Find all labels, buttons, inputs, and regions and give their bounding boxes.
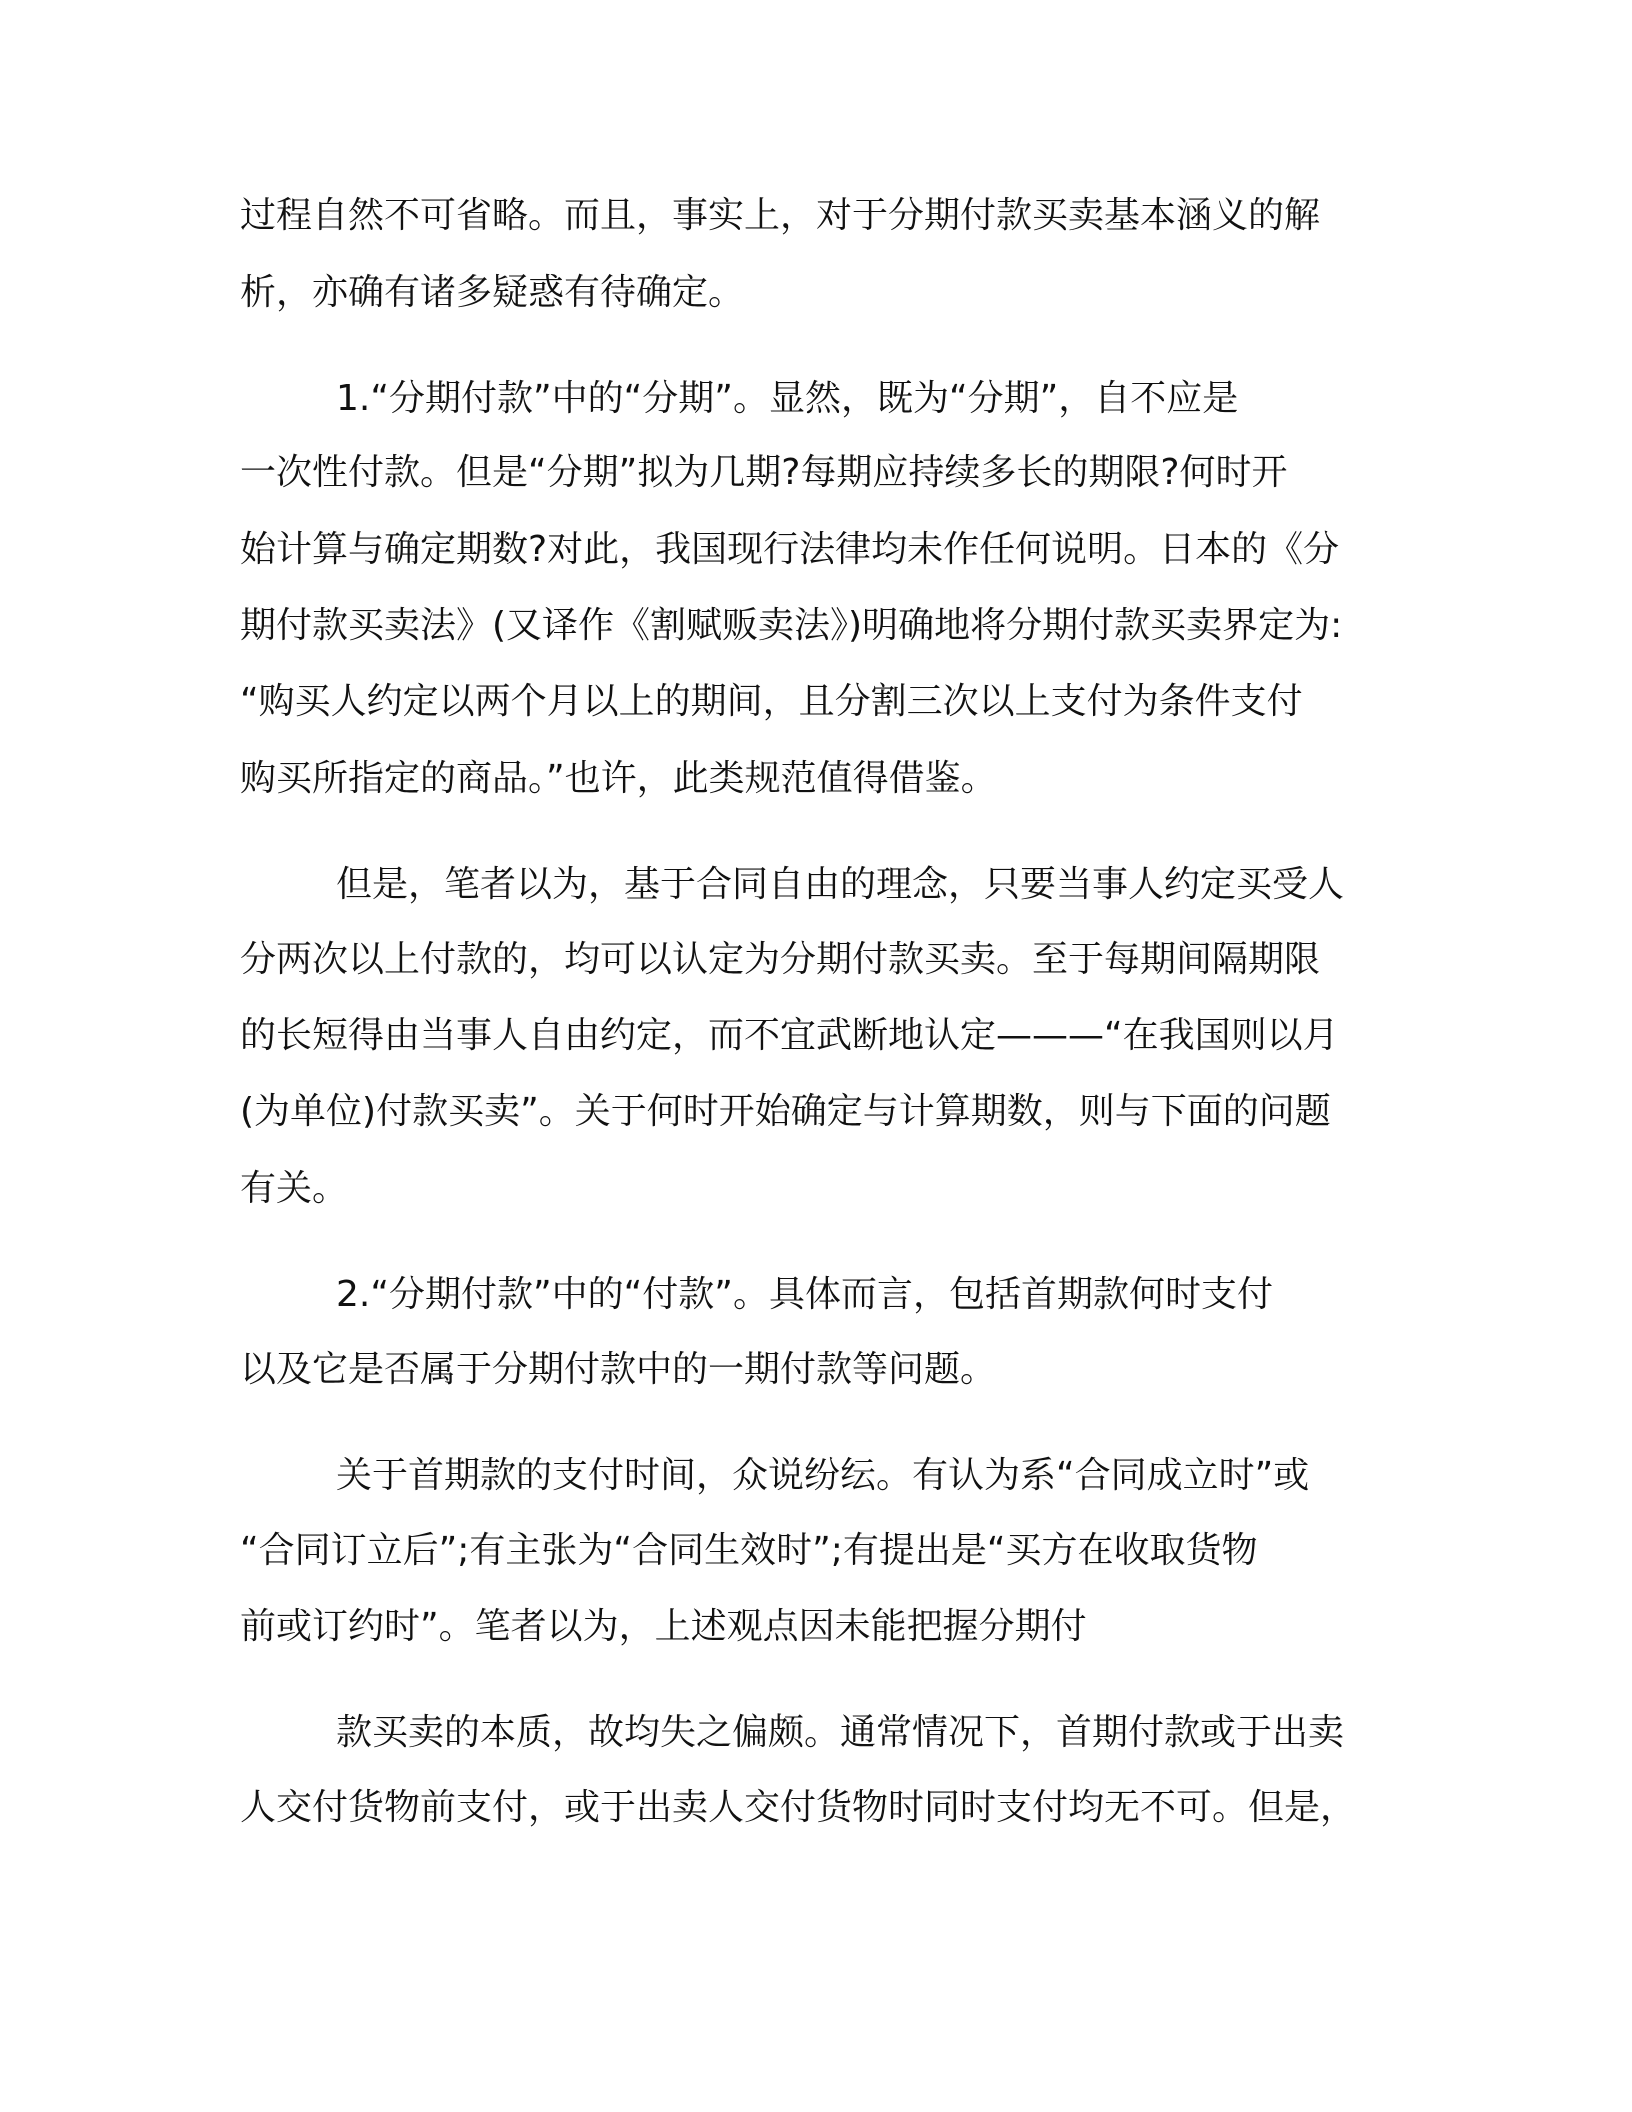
text-line: 关于首期款的支付时间，众说纷纭。有认为系“合同成立时”或 [336, 1455, 1310, 1496]
text-line: 期付款买卖法》(又译作《割赋贩卖法》)明确地将分期付款买卖界定为: [240, 605, 1343, 646]
text-line: 人交付货物前支付，或于出卖人交付货物时同时支付均无不可。但是， [240, 1787, 1357, 1828]
text-line: 但是，笔者以为，基于合同自由的理念，只要当事人约定买受人 [336, 864, 1345, 905]
text-line: 购买所指定的商品。”也许，此类规范值得借鉴。 [240, 758, 997, 799]
text-line: 2.“分期付款”中的“付款”。具体而言，包括首期款何时支付 [336, 1274, 1273, 1315]
text-line: 前或订约时”。笔者以为，上述观点因未能把握分期付 [240, 1606, 1087, 1647]
text-line: 有关。 [240, 1168, 349, 1209]
text-line: 始计算与确定期数?对此，我国现行法律均未作任何说明。日本的《分 [240, 529, 1340, 570]
text-line: 以及它是否属于分期付款中的一期付款等问题。 [240, 1349, 997, 1390]
text-line: 款买卖的本质，故均失之偏颇。通常情况下，首期付款或于出卖 [336, 1712, 1345, 1753]
text-line: 分两次以上付款的，均可以认定为分期付款买卖。至于每期间隔期限 [240, 939, 1321, 980]
text-line: 的长短得由当事人自由约定，而不宜武断地认定———“在我国则以月 [240, 1015, 1339, 1056]
text-line: “合同订立后”;有主张为“合同生效时”;有提出是“买方在收取货物 [240, 1530, 1258, 1571]
text-line: 过程自然不可省略。而且，事实上，对于分期付款买卖基本涵义的解 [240, 195, 1321, 236]
text-line: 析，亦确有诸多疑惑有待确定。 [240, 272, 745, 313]
text-line: (为单位)付款买卖”。关于何时开始确定与计算期数，则与下面的问题 [240, 1091, 1331, 1132]
text-line: 1.“分期付款”中的“分期”。显然，既为“分期”，自不应是 [336, 378, 1239, 419]
text-line: “购买人约定以两个月以上的期间，且分割三次以上支付为条件支付 [240, 681, 1303, 722]
text-line: 一次性付款。但是“分期”拟为几期?每期应持续多长的期限?何时开 [240, 452, 1288, 493]
